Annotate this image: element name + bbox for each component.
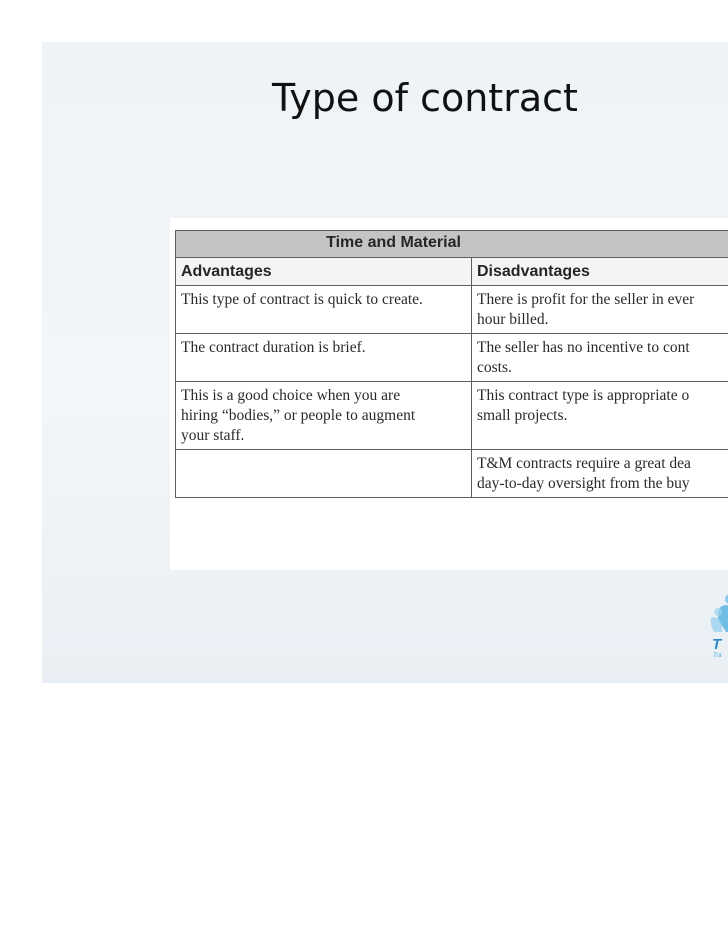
table-group-header-row: [176, 231, 728, 258]
cell-line: hiring “bodies,” or people to augment: [181, 407, 416, 424]
people-logo-icon: [706, 592, 728, 658]
cell-line: There is profit for the seller in ever: [477, 291, 695, 308]
column-header-advantages: Advantages: [176, 258, 472, 286]
advantage-cell-empty: [176, 450, 472, 498]
table-row: [176, 334, 728, 382]
cell-line: small projects.: [477, 407, 568, 424]
cell-line: costs.: [477, 359, 512, 376]
disadvantage-cell: [472, 382, 728, 450]
disadvantage-cell: [472, 334, 728, 382]
disadvantage-cell: [472, 286, 728, 334]
table-column-header-row: [176, 258, 728, 286]
logo-letter: T: [712, 636, 722, 653]
slide-title: Type of contract: [272, 76, 578, 120]
cell-line: This type of contract is quick to create.: [181, 291, 423, 308]
advantage-cell: [176, 334, 472, 382]
cell-line: This is a good choice when you are: [181, 387, 401, 404]
table-group-header: Time and Material: [176, 231, 728, 258]
logo-tagline: Tra: [713, 653, 722, 658]
table-row: [176, 382, 728, 450]
disadvantage-cell: [472, 450, 728, 498]
cell-line: T&M contracts require a great dea: [477, 455, 691, 472]
table-image: [170, 218, 728, 570]
cell-line: The seller has no incentive to cont: [477, 339, 690, 356]
cell-line: day-to-day oversight from the buy: [477, 475, 690, 492]
advantage-cell: [176, 382, 472, 450]
cell-line: The contract duration is brief.: [181, 339, 366, 356]
table-row: [176, 286, 728, 334]
column-header-disadvantages: Disadvantages: [472, 258, 728, 286]
cell-line: This contract type is appropriate o: [477, 387, 690, 404]
time-and-material-table: [175, 230, 728, 498]
advantage-cell: [176, 286, 472, 334]
cell-line: your staff.: [181, 427, 245, 444]
table-row: [176, 450, 728, 498]
cell-line: hour billed.: [477, 311, 549, 328]
slide: [42, 42, 728, 683]
